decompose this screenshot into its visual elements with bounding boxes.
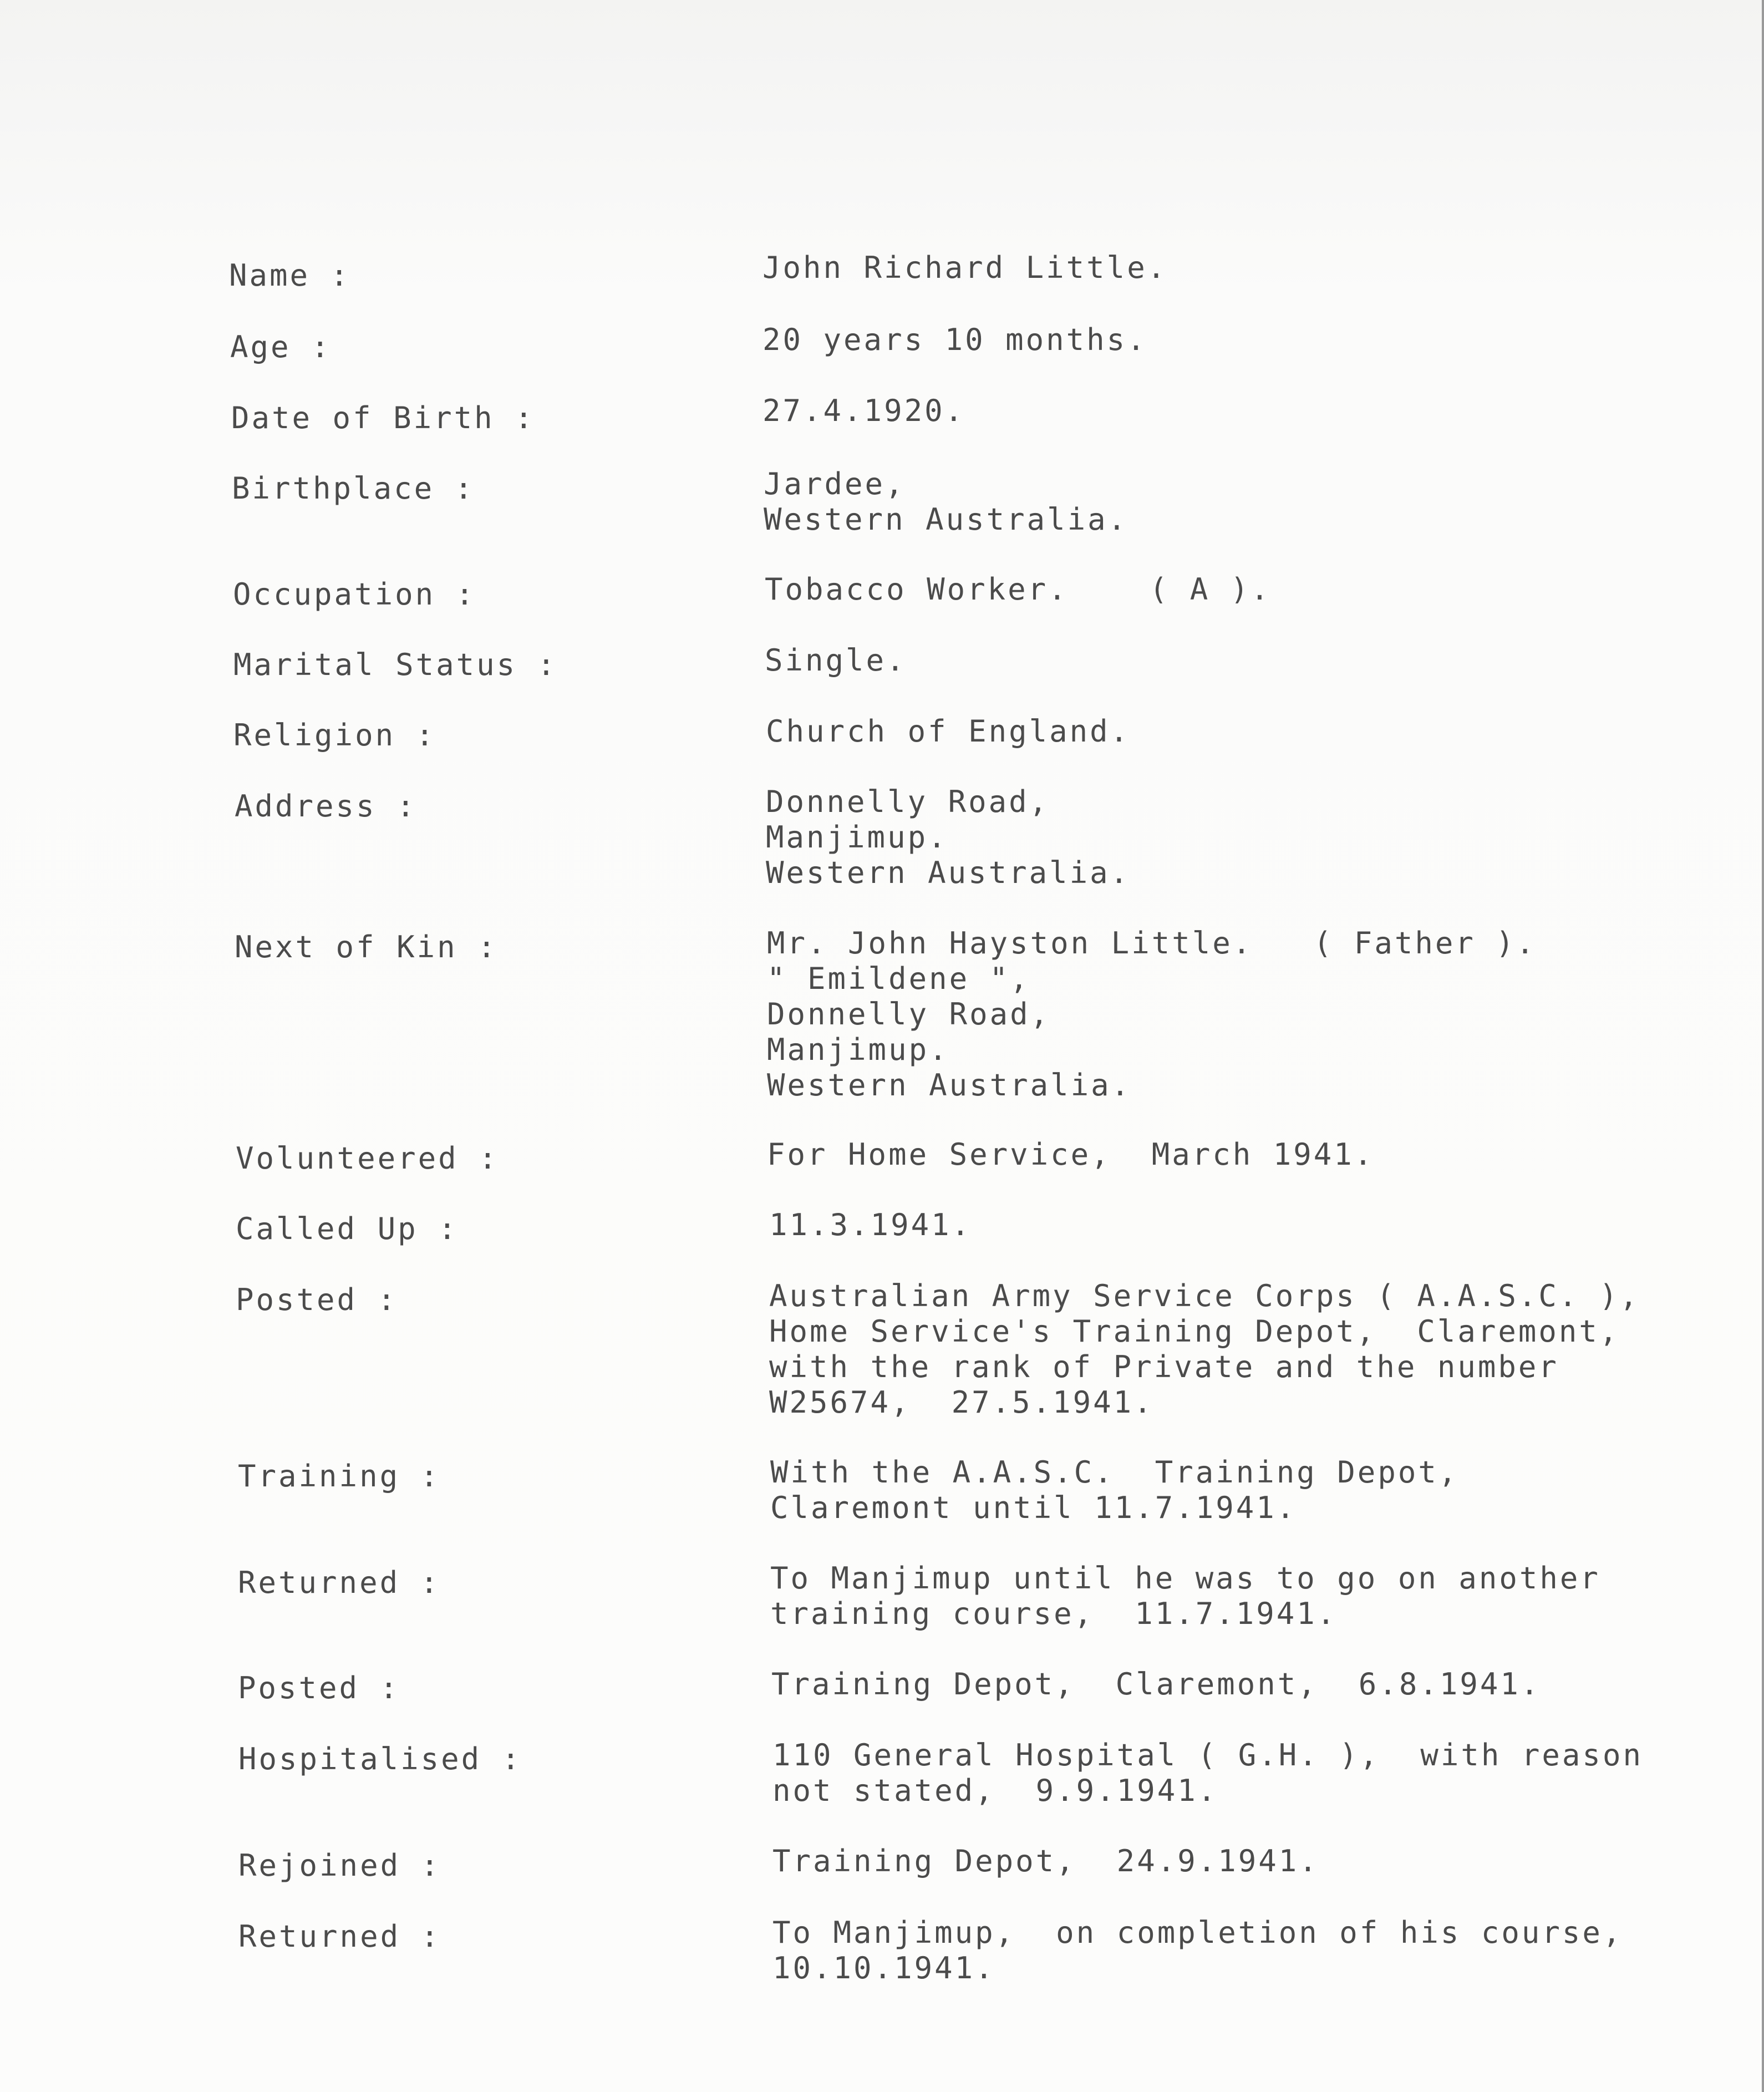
training-label: Training : xyxy=(238,1459,441,1494)
birthplace-value-line: Western Australia. xyxy=(764,502,1128,537)
volunteered-value-line: For Home Service, March 1941. xyxy=(767,1137,1375,1172)
hospitalised-label: Hospitalised : xyxy=(238,1741,522,1776)
hospitalised-value xyxy=(772,1738,1643,1809)
rejoined-value xyxy=(772,1844,1319,1879)
next-of-kin-value xyxy=(767,926,1536,1103)
address-label: Address : xyxy=(235,789,417,824)
posted-label: Posted : xyxy=(236,1282,398,1317)
date-of-birth-value-line: 27.4.1920. xyxy=(762,393,965,428)
called-up-value-line: 11.3.1941. xyxy=(769,1207,972,1242)
marital-status-label: Marital Status : xyxy=(233,647,558,682)
posted-label: Posted : xyxy=(238,1670,400,1705)
marital-status-value-line: Single. xyxy=(765,643,907,678)
returned-label: Returned : xyxy=(238,1565,441,1600)
volunteered-label: Volunteered : xyxy=(236,1141,499,1176)
age-value xyxy=(762,322,1147,358)
training-value-line: Claremont until 11.7.1941. xyxy=(770,1490,1297,1525)
next-of-kin-value-line: Mr. John Hayston Little. ( Father ). xyxy=(767,926,1537,961)
returned-value-line: 10.10.1941. xyxy=(772,1951,995,1986)
next-of-kin-value-line: Western Australia. xyxy=(767,1068,1132,1103)
training-value xyxy=(770,1455,1458,1526)
returned-value-line: To Manjimup, on completion of his course, xyxy=(772,1915,1623,1950)
marital-status-value xyxy=(765,643,907,678)
next-of-kin-value-line: Manjimup. xyxy=(767,1032,949,1067)
date-of-birth-label: Date of Birth : xyxy=(231,400,535,435)
address-value xyxy=(766,784,1130,891)
age-label: Age : xyxy=(230,329,332,364)
posted-value-line: Training Depot, Claremont, 6.8.1941. xyxy=(771,1667,1541,1702)
hospitalised-value-line: 110 General Hospital ( G.H. ), with reason xyxy=(772,1738,1643,1773)
occupation-value-line: Tobacco Worker. ( A ). xyxy=(765,572,1271,607)
returned-value xyxy=(772,1915,1623,1986)
hospitalised-value-line: not stated, 9.9.1941. xyxy=(772,1773,1218,1808)
name-label: Name : xyxy=(229,258,351,293)
address-value-line: Donnelly Road, xyxy=(766,784,1050,819)
posted-value-line: W25674, 27.5.1941. xyxy=(769,1385,1154,1420)
returned-value-line: To Manjimup until he was to go on another xyxy=(770,1561,1600,1596)
rejoined-label: Rejoined : xyxy=(238,1848,441,1883)
occupation-value xyxy=(765,572,1271,607)
next-of-kin-value-line: " Emildene ", xyxy=(767,961,1030,996)
returned-label: Returned : xyxy=(238,1919,441,1954)
religion-label: Religion : xyxy=(233,718,436,753)
called-up-label: Called Up : xyxy=(236,1211,459,1246)
date-of-birth-value xyxy=(762,393,965,429)
age-value-line: 20 years 10 months. xyxy=(762,322,1147,357)
birthplace-value xyxy=(764,466,1128,537)
name-value-line: John Richard Little. xyxy=(762,250,1168,285)
posted-value xyxy=(771,1667,1541,1702)
returned-value-line: training course, 11.7.1941. xyxy=(770,1596,1338,1631)
posted-value xyxy=(769,1278,1640,1420)
address-value-line: Manjimup. xyxy=(766,820,948,855)
birthplace-label: Birthplace : xyxy=(232,471,475,506)
birthplace-value-line: Jardee, xyxy=(764,466,906,501)
next-of-kin-value-line: Donnelly Road, xyxy=(767,997,1051,1032)
next-of-kin-label: Next of Kin : xyxy=(235,930,498,964)
called-up-value xyxy=(769,1207,972,1243)
occupation-label: Occupation : xyxy=(233,577,476,612)
religion-value xyxy=(766,714,1130,749)
posted-value-line: with the rank of Private and the number xyxy=(769,1349,1559,1384)
volunteered-value xyxy=(767,1137,1374,1172)
name-value xyxy=(762,250,1167,286)
religion-value-line: Church of England. xyxy=(766,714,1131,749)
training-value-line: With the A.A.S.C. Training Depot, xyxy=(770,1455,1459,1490)
returned-value xyxy=(770,1561,1600,1632)
posted-value-line: Home Service's Training Depot, Claremont, xyxy=(769,1314,1620,1349)
address-value-line: Western Australia. xyxy=(766,855,1131,890)
rejoined-value-line: Training Depot, 24.9.1941. xyxy=(772,1844,1319,1878)
posted-value-line: Australian Army Service Corps ( A.A.S.C. ), xyxy=(769,1278,1640,1313)
